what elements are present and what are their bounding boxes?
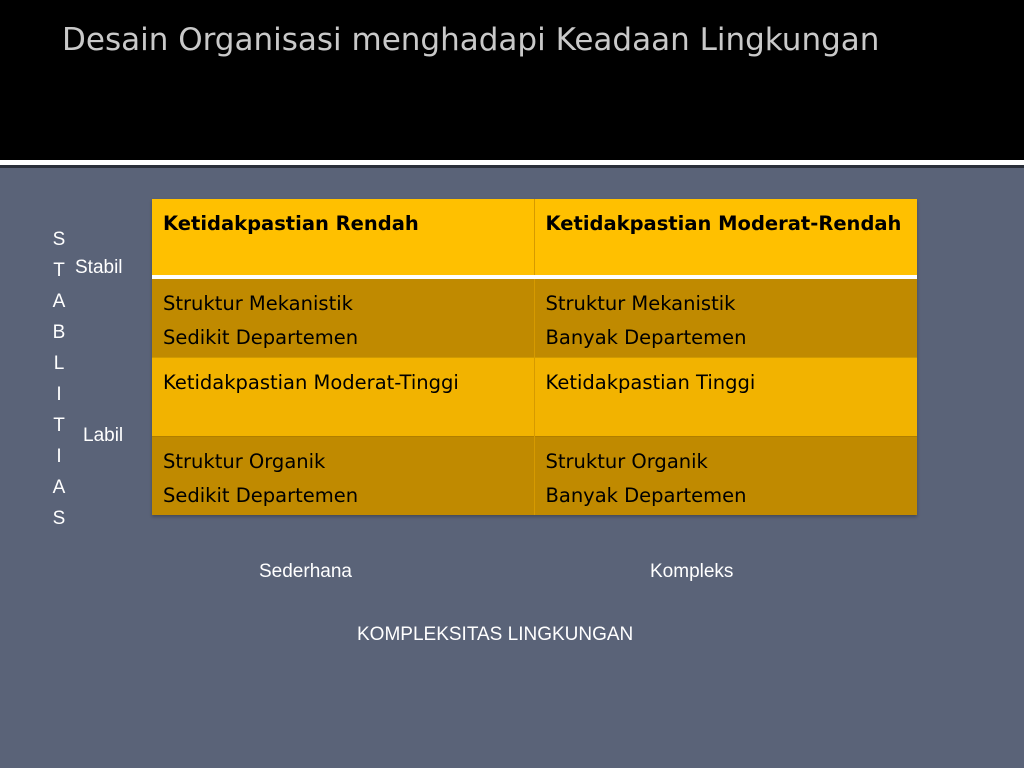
row-label-stabil: Stabil [75, 257, 123, 278]
cell-line: Ketidakpastian Rendah [163, 212, 419, 235]
cell-line: Struktur Mekanistik [163, 292, 353, 315]
slide-title: Desain Organisasi menghadapi Keadaan Lingkungan [62, 22, 880, 58]
matrix-cell [152, 358, 534, 437]
matrix-cell [152, 277, 534, 358]
cell-line: Ketidakpastian Tinggi [545, 371, 756, 394]
vertical-axis-letter: T [53, 415, 65, 436]
cell-line: Banyak Departemen [545, 326, 747, 349]
cell-line: Ketidakpastian Moderat-Rendah [545, 212, 902, 235]
matrix-row [152, 358, 917, 437]
cell-line: Struktur Mekanistik [545, 292, 736, 315]
cell-line: Struktur Organik [163, 450, 326, 473]
matrix-row [152, 277, 917, 358]
matrix-cell [534, 437, 917, 516]
title-divider-shadow [0, 165, 1024, 168]
matrix-cell [534, 358, 917, 437]
column-label-kompleks: Kompleks [650, 561, 734, 582]
vertical-axis-letter: I [56, 384, 62, 405]
vertical-axis-letter: B [52, 322, 66, 343]
vertical-axis-letter: S [52, 229, 66, 250]
matrix-cell [534, 277, 917, 358]
title-bar [0, 0, 1024, 160]
cell-line: Sedikit Departemen [163, 484, 359, 507]
matrix-cell [534, 199, 917, 277]
vertical-axis-letter: T [53, 260, 65, 281]
horizontal-axis-label: KOMPLEKSITAS LINGKUNGAN [357, 624, 634, 645]
vertical-axis-letter: A [52, 477, 66, 498]
matrix-cell [152, 437, 534, 516]
row-label-labil: Labil [83, 425, 124, 446]
cell-line: Ketidakpastian Moderat-Tinggi [163, 371, 459, 394]
vertical-axis-letter: I [56, 446, 62, 467]
matrix-row [152, 437, 917, 516]
vertical-axis-letter: L [53, 353, 65, 374]
matrix-header-row [152, 199, 917, 277]
vertical-axis-label [50, 224, 68, 534]
uncertainty-matrix [152, 199, 917, 515]
cell-line: Banyak Departemen [545, 484, 747, 507]
vertical-axis-letter: A [52, 291, 66, 312]
vertical-axis-letter: S [52, 508, 66, 529]
column-label-sederhana: Sederhana [259, 561, 352, 582]
matrix-cell [152, 199, 534, 277]
cell-line: Sedikit Departemen [163, 326, 359, 349]
cell-line: Struktur Organik [545, 450, 708, 473]
